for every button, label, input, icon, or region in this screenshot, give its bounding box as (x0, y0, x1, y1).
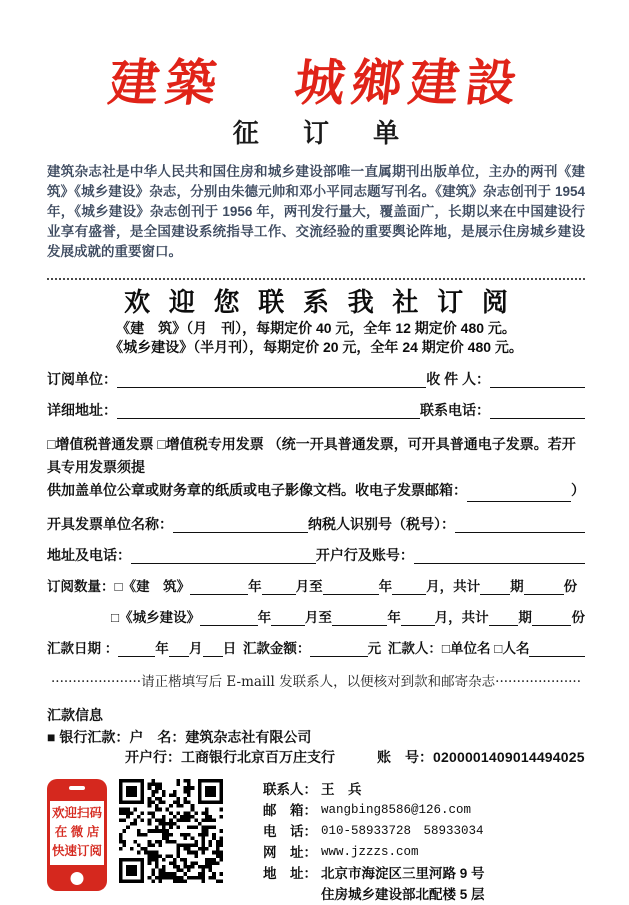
contact-website-value: www.jzzzs.com (321, 844, 419, 859)
contact-row-email (263, 800, 485, 821)
fill-instruction-note (47, 670, 585, 690)
contact-phone-blank (490, 404, 585, 419)
masthead (47, 46, 585, 112)
invoice-options-block (47, 433, 585, 502)
remit-info-heading: 汇款信息 (47, 706, 103, 723)
contact-row-person (263, 779, 485, 800)
row-address (47, 402, 585, 419)
magazine-title-chengxiang: 城鄉建設 (291, 53, 527, 112)
invoice-email-label: 供加盖单位公章或财务章的纸质或电子影像文档。收电子发票邮箱： (47, 481, 467, 498)
qty1-month-to-label: 月至 (295, 578, 323, 594)
qty2-copies-label: 份 (571, 609, 585, 625)
remit-month-label: 月 (189, 640, 203, 656)
qr-code (119, 779, 223, 883)
remit-day-label: 日 (222, 640, 237, 656)
contact-list (263, 779, 485, 905)
recipient-label: 收 件 人： (426, 370, 490, 387)
qty2-year-label: 年 (257, 609, 272, 625)
contact-address-label-2 (263, 884, 321, 905)
qty2-month-to-label: 月至 (304, 609, 332, 625)
account-number-label: 账 号： (377, 748, 433, 765)
welcome-heading: 欢迎您联系我社订阅 (124, 287, 527, 318)
promo-line-3: 快速订阅 (51, 844, 102, 858)
contact-row-address-2 (263, 884, 485, 905)
row-quantity-chengxiang (47, 609, 585, 626)
bottom-contact-block (47, 779, 585, 905)
bank-branch-label: 开户行：工商银行北京百万庄支行 (125, 748, 335, 765)
contact-address-value-2: 住房城乡建设部北配楼 5 层 (321, 886, 485, 902)
subscriber-unit-blank (117, 373, 426, 388)
price-line-jianzhu: 《建 筑》（月 刊），每期定价 40 元，全年 12 期定价 480 元。 (116, 319, 516, 336)
qty2-year-from-blank (200, 611, 258, 626)
row-remittance (47, 640, 585, 657)
recipient-blank (490, 373, 585, 388)
phone-speaker-bar (69, 786, 85, 790)
qty2-month-to-blank (401, 611, 435, 626)
invoice-addr-tel-label: 地址及电话： (47, 546, 131, 563)
qty1-year-to-blank (323, 580, 379, 595)
contact-address-label: 地 址： (263, 865, 317, 881)
bank-account-label: 开户行及账号： (315, 546, 414, 563)
contact-email-value: wangbing8586@126.com (321, 802, 472, 817)
invoice-email-line (47, 479, 585, 502)
checkbox-jianzhu: □《建 筑》 (114, 578, 191, 594)
quantity-label: 订阅数量： (47, 578, 115, 594)
qty1-month-to-blank (392, 580, 426, 595)
note-dots-left: ····················· (50, 673, 142, 690)
contact-person-value: 王 兵 (321, 781, 362, 797)
tax-id-label: 纳税人识别号（税号）： (308, 515, 455, 532)
invoice-type-checkboxes: □增值税普通发票 □增值税专用发票 （统一开具普通发票，可开具普通电子发票。若开具专用发票须提 (47, 435, 576, 475)
qty1-year-from-blank (190, 580, 248, 595)
invoice-close-paren: ） (571, 481, 585, 498)
dotted-divider (47, 276, 585, 280)
row-subscriber-unit (47, 371, 585, 388)
phone-promo-icon (47, 779, 107, 891)
contact-person-label: 联系人： (263, 781, 317, 797)
price-line-chengxiang: 《城乡建设》（半月刊），每期定价 20 元，全年 24 期定价 480 元。 (109, 338, 523, 355)
intro-paragraph: 建筑杂志社是中华人民共和国住房和城乡建设部唯一直属期刊出版单位，主办的两刊《建筑》《城乡建设》杂志，分别由朱德元帅和邓小平同志题写刊名。《建筑》杂志创刊于 1954 年，《城乡建设》杂志创刊于 1956 年，两刊发行量大，覆盖面广，长期以来在中国建设行业享有盛誉，是全国建设系统指导工作、交流经验的重要舆论阵地，是展示住房城乡建设发展成就的重要窗口。 (47, 164, 585, 259)
remit-yuan-label: 元 (367, 640, 382, 656)
qty1-issues-blank (480, 580, 510, 595)
contact-email-label: 邮 箱： (263, 802, 317, 818)
magazine-title-jianzhu: 建築 (105, 53, 227, 112)
invoice-addr-tel-blank (131, 549, 316, 564)
promo-line-1: 欢迎扫码 (51, 806, 102, 820)
subscriber-unit-label: 订阅单位： (47, 370, 117, 387)
qty1-total-label: 月，共计 (426, 578, 481, 594)
remit-date-label: 汇款日期 ： (47, 640, 119, 656)
remit-amount-label: 汇款金额： (242, 640, 311, 656)
bank-branch-line (47, 747, 585, 767)
account-number-value: 0200001409014494025 (433, 748, 585, 765)
qty2-total-label: 月，共计 (434, 609, 489, 625)
row-invoice-address (47, 547, 585, 564)
qty2-issues-label: 期 (518, 609, 532, 625)
remit-payer-blank (529, 642, 585, 657)
remit-month-blank (169, 642, 189, 657)
tax-id-blank (455, 518, 585, 533)
invoice-unit-name-blank (173, 518, 308, 533)
remit-year-blank (118, 642, 155, 657)
phone-screen (50, 801, 104, 865)
row-quantity-jianzhu (47, 578, 585, 595)
form-title: 征订单 (232, 119, 444, 149)
qty1-year-label: 年 (248, 578, 262, 594)
qty1-copies-label: 份 (563, 578, 578, 594)
promo-line-2: 在 微 店 (54, 825, 100, 839)
row-invoice-unit (47, 516, 585, 533)
qty2-year2-label: 年 (387, 609, 401, 625)
qty2-issues-blank (489, 611, 519, 626)
contact-row-website (263, 842, 485, 863)
invoice-email-blank (467, 486, 571, 502)
qty1-copies-blank (524, 580, 564, 595)
bank-account-blank (414, 549, 585, 564)
remit-day-blank (203, 642, 223, 657)
qty2-year-to-blank (332, 611, 388, 626)
contact-phone-label: 联系电话： (420, 401, 490, 418)
note-text: 请正楷填写后 E-maill 发联系人，以便核对到款和邮寄杂志 (141, 673, 496, 690)
checkbox-chengxiang: □《城乡建设》 (111, 609, 201, 625)
contact-row-phone (263, 821, 485, 842)
qty1-month-from-blank (262, 580, 296, 595)
phone-home-button (71, 872, 84, 885)
qty2-month-from-blank (271, 611, 305, 626)
remit-year-label: 年 (155, 640, 169, 656)
address-blank (117, 404, 420, 419)
remit-payer-label: 汇款人：□单位名 □人名 (387, 640, 530, 656)
bank-transfer-line: ■ 银行汇款：户 名：建筑杂志社有限公司 (47, 728, 312, 745)
qty1-year2-label: 年 (378, 578, 393, 594)
note-dots-right: ···················· (495, 673, 581, 690)
contact-phone-number-value: 010-58933728 58933034 (321, 823, 484, 838)
qty1-issues-label: 期 (510, 578, 524, 594)
qty2-copies-blank (532, 611, 572, 626)
contact-row-address-1 (263, 863, 485, 884)
contact-address-value-1: 北京市海淀区三里河路 9 号 (321, 865, 485, 881)
invoice-unit-name-label: 开具发票单位名称： (47, 515, 173, 532)
remit-amount-blank (310, 642, 367, 657)
contact-website-label: 网 址： (263, 844, 317, 860)
address-label: 详细地址： (47, 401, 117, 418)
contact-phone-number-label: 电 话： (263, 823, 317, 839)
